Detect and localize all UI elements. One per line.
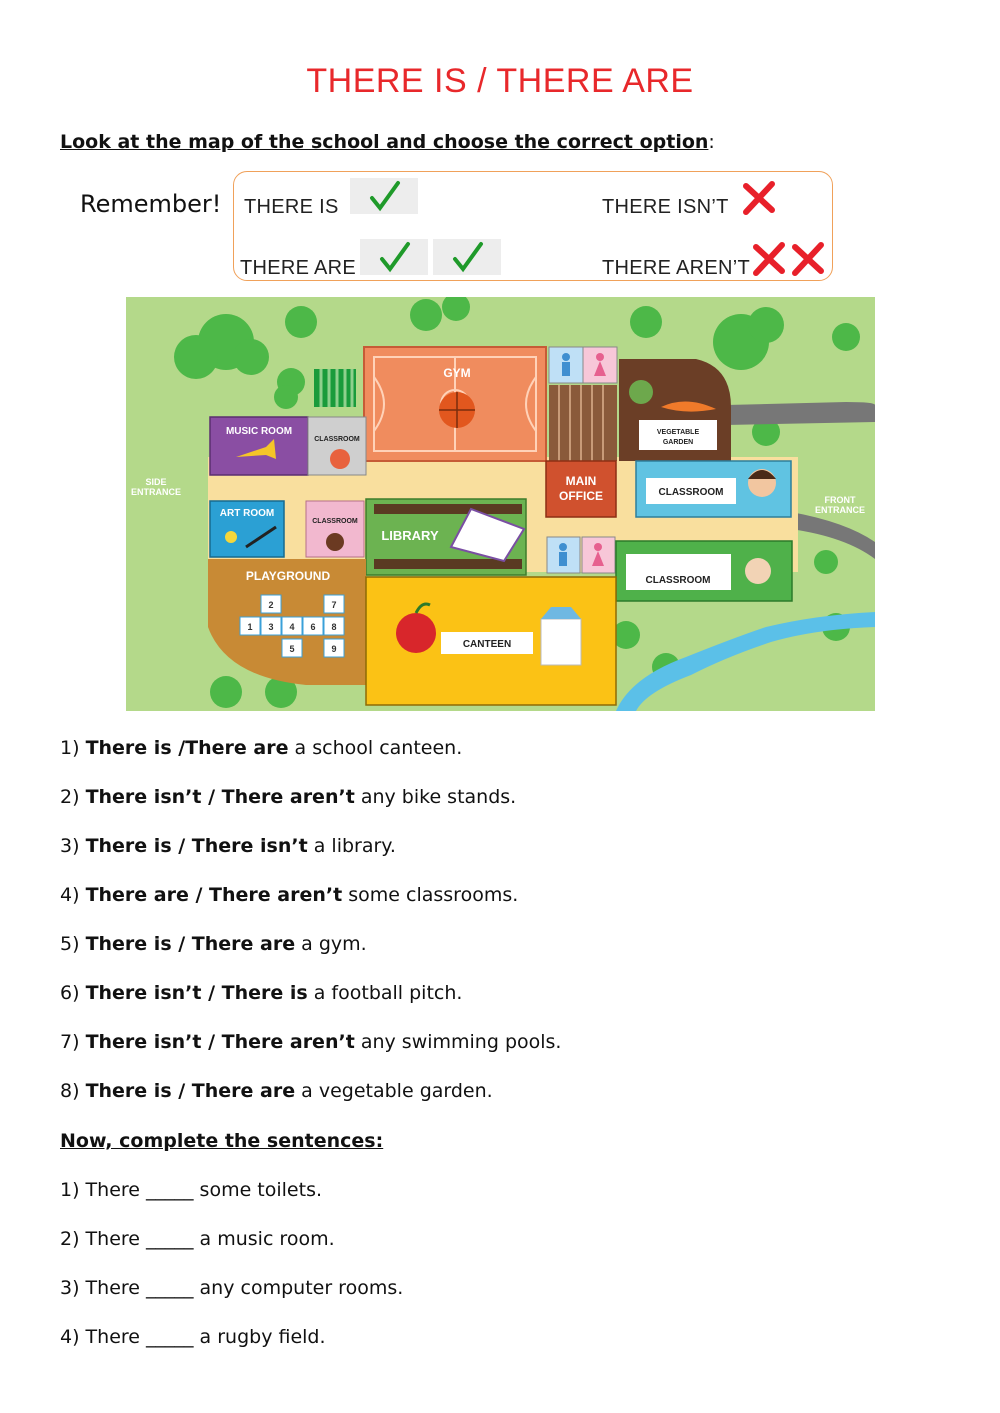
instruction-text: Look at the map of the school and choose the correct option — [60, 131, 709, 153]
question-2: 2) There isn’t / There aren’t any bike stands. — [60, 786, 517, 808]
question-options[interactable]: There is / There are — [85, 1080, 296, 1102]
question-options[interactable]: There is /There are — [85, 737, 289, 759]
question-options[interactable]: There isn’t / There is — [85, 982, 308, 1004]
subheading: Now, complete the sentences: — [60, 1130, 384, 1152]
question-options[interactable]: There are / There aren’t — [85, 884, 343, 906]
instruction — [60, 131, 715, 153]
map-label-classroom-2: CLASSROOM — [645, 575, 711, 586]
there-arent-label: THERE AREN’T — [602, 257, 751, 279]
instruction-colon: : — [708, 131, 715, 153]
map-label-music-room: MUSIC ROOM — [225, 426, 293, 437]
question-5: 5) There is / There are a gym. — [60, 933, 367, 955]
map-label-playground: PLAYGROUND — [245, 569, 331, 583]
question-8: 8) There is / There are a vegetable garden. — [60, 1080, 493, 1102]
hopscotch-number: 1 — [247, 622, 253, 632]
there-isnt-label: THERE ISN’T — [602, 196, 729, 218]
sentence-3[interactable]: 3) There _____ any computer rooms. — [60, 1277, 404, 1299]
remember-label: Remember! — [80, 190, 222, 218]
hopscotch-number: 2 — [268, 600, 274, 610]
map-label-art-room: ART ROOM — [219, 508, 275, 519]
map-label-main-office-1: MAIN — [565, 474, 597, 488]
toilet-icon — [594, 543, 602, 551]
map-label-classroom-small-1: CLASSROOM — [314, 436, 360, 443]
map-label-library: LIBRARY — [381, 528, 439, 543]
map-label-main-office-2: OFFICE — [559, 489, 603, 503]
question-4: 4) There are / There aren’t some classrooms. — [60, 884, 519, 906]
hopscotch-number: 8 — [331, 622, 337, 632]
map-label-side-entrance-2: ENTRANCE — [130, 487, 182, 497]
map-label-front-entrance-1: FRONT — [824, 495, 856, 505]
map-label-side-entrance-1: SIDE — [145, 477, 167, 487]
student-icon — [326, 533, 344, 551]
page-title: THERE IS / THERE ARE — [306, 62, 694, 100]
sentence-4[interactable]: 4) There _____ a rugby field. — [60, 1326, 326, 1348]
map-label-classroom-small-2: CLASSROOM — [312, 518, 358, 525]
hopscotch-number: 7 — [331, 600, 337, 610]
toilet-icon — [562, 353, 570, 361]
hopscotch-number: 5 — [289, 644, 295, 654]
sentence-1[interactable]: 1) There _____ some toilets. — [60, 1179, 323, 1201]
toilet-icon — [559, 543, 567, 551]
there-are-label: THERE ARE — [240, 257, 357, 279]
map-label-gym: GYM — [443, 366, 471, 380]
cross-icon — [740, 180, 778, 216]
cross-icon — [789, 241, 827, 277]
hopscotch-number: 9 — [331, 644, 337, 654]
map-label-vegetable-garden-2: GARDEN — [662, 439, 694, 446]
toilet-icon — [596, 353, 604, 361]
tick-icon — [433, 239, 501, 275]
question-options[interactable]: There is / There are — [85, 933, 296, 955]
question-6: 6) There isn’t / There is a football pitch. — [60, 982, 463, 1004]
milk-carton-icon — [541, 619, 581, 665]
question-options[interactable]: There is / There isn’t — [85, 835, 308, 857]
hopscotch-number: 3 — [268, 622, 274, 632]
tick-icon — [360, 239, 428, 275]
map-label-front-entrance-2: ENTRANCE — [814, 505, 866, 515]
map-label-vegetable-garden-1: VEGETABLE — [656, 429, 700, 436]
hopscotch-number: 4 — [289, 622, 295, 632]
cross-icon — [750, 241, 788, 277]
teacher-icon — [745, 558, 771, 584]
apple-icon — [396, 613, 436, 653]
question-options[interactable]: There isn’t / There aren’t — [85, 786, 355, 808]
student-icon — [330, 449, 350, 469]
question-1: 1) There is /There are a school canteen. — [60, 737, 463, 759]
question-options[interactable]: There isn’t / There aren’t — [85, 1031, 355, 1053]
hopscotch-number: 6 — [310, 622, 316, 632]
question-7: 7) There isn’t / There aren’t any swimming pools. — [60, 1031, 562, 1053]
map-label-canteen: CANTEEN — [462, 639, 512, 650]
school-map — [126, 297, 875, 711]
map-label-classroom-1: CLASSROOM — [658, 487, 724, 498]
tick-icon — [350, 178, 418, 214]
there-is-label: THERE IS — [244, 196, 339, 218]
question-3: 3) There is / There isn’t a library. — [60, 835, 396, 857]
sentence-2[interactable]: 2) There _____ a music room. — [60, 1228, 335, 1250]
